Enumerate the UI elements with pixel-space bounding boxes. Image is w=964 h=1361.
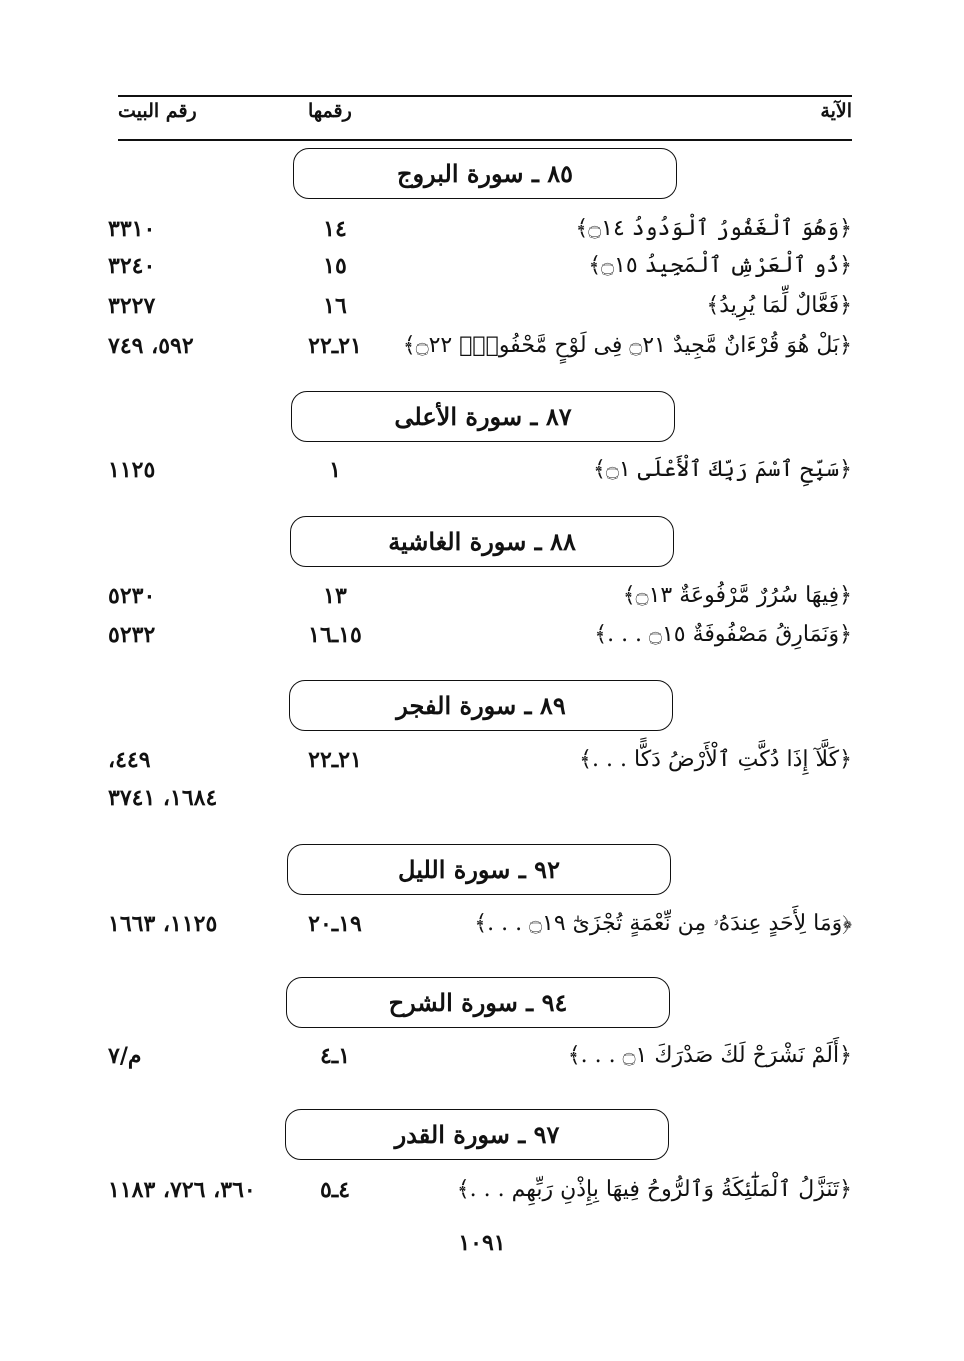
bayt-number: ١١٢٥: [108, 457, 156, 483]
surah-title-frame: ٩٧ ـ سورة القدر: [285, 1109, 669, 1160]
bayt-number: ٣٦٠، ٧٢٦، ١١٨٣: [108, 1177, 256, 1203]
verse-text: ﴿سَبِّحِ ٱسْمَ رَبِّكَ ٱلْأَعْلَى ۝١﴾: [593, 457, 852, 482]
verse-text: ﴿بَلْ هُوَ قُرْءَانٌ مَّجِيدٌ ۝٢١ فِى لَوْحٍ مَّحْفُوظٍۭ ۝٢٢﴾: [402, 333, 852, 358]
verse-text: ﴿أَلَمْ نَشْرَحْ لَكَ صَدْرَكَ ۝١ . . .﴾: [567, 1043, 852, 1068]
header-rule: [118, 139, 852, 141]
bayt-number: ٥٩٢، ٧٤٩: [108, 333, 194, 359]
aya-number: ١: [329, 457, 341, 483]
aya-number: ١٤: [323, 216, 347, 242]
bayt-number: م/٧: [108, 1043, 142, 1069]
bayt-number-continued: ١٦٨٤، ٣٧٤١: [108, 785, 218, 811]
bayt-number: ١١٢٥، ١٦٦٣: [108, 911, 218, 937]
header-bayt-number: رقم البيت: [118, 100, 197, 122]
verse-text: ﴿فَعَّالٌ لِّمَا يُرِيدُ﴾: [706, 293, 852, 318]
bayt-number: ٥٢٣٠: [108, 583, 156, 609]
header-aya-number: رقمها: [308, 100, 352, 122]
verse-text: ﴿وَمَا لِأَحَدٍ عِندَهُۥ مِن نِّعْمَةٍ تُجْزَىٰٓ ۝١٩ . . .﴾: [474, 911, 852, 936]
verse-text: ﴿وَنَمَارِقُ مَصْفُوفَةٌ ۝١٥ . . .﴾: [594, 622, 852, 647]
surah-title-frame: ٨٩ ـ سورة الفجر: [289, 680, 673, 731]
surah-title-frame: ٨٧ ـ سورة الأعلى: [291, 391, 675, 442]
aya-number: ١٥ـ١٦: [308, 622, 362, 648]
bayt-number: ٣٢٤٠: [108, 253, 156, 279]
bayt-number: ٤٤٩،: [108, 747, 151, 773]
aya-number: ١٩ـ٢٠: [308, 911, 362, 937]
aya-number: ١٣: [323, 583, 347, 609]
aya-number: ٢١ـ٢٢: [308, 333, 362, 359]
header-aya: الآية: [820, 100, 852, 122]
verse-text: ﴿ذُو ٱلْعَرْشِ ٱلْمَجِيدُ ۝١٥﴾: [588, 253, 852, 278]
verse-text: ﴿وَهُوَ ٱلْغَفُورُ ٱلْوَدُودُ ۝١٤﴾: [575, 216, 852, 241]
bayt-number: ٣٢٢٧: [108, 293, 156, 319]
aya-number: ٤ـ٥: [319, 1177, 351, 1203]
bayt-number: ٥٢٣٢: [108, 622, 156, 648]
bayt-number: ٣٣١٠: [108, 216, 156, 242]
surah-title-frame: ٨٨ ـ سورة الغاشية: [290, 516, 674, 567]
aya-number: ١٦: [323, 293, 347, 319]
top-rule: [118, 95, 852, 97]
aya-number: ١ـ٤: [319, 1043, 351, 1069]
surah-title-frame: ٩٤ ـ سورة الشرح: [286, 977, 670, 1028]
surah-title-frame: ٨٥ ـ سورة البروج: [293, 148, 677, 199]
surah-title-frame: ٩٢ ـ سورة الليل: [287, 844, 671, 895]
page-number: ١٠٩١: [458, 1230, 506, 1256]
aya-number: ٢١ـ٢٢: [308, 747, 362, 773]
aya-number: ١٥: [323, 253, 347, 279]
verse-text: ﴿تَنَزَّلُ ٱلْمَلَٰٓئِكَةُ وَٱلرُّوحُ فِيهَا بِإِذْنِ رَبِّهِم . . .﴾: [456, 1177, 852, 1202]
verse-text: ﴿فِيهَا سُرُرٌ مَّرْفُوعَةٌ ۝١٣﴾: [622, 583, 852, 608]
verse-text: ﴿كَلَّآ إِذَا دُكَّتِ ٱلْأَرْضُ دَكًّا . . .﴾: [579, 747, 852, 772]
